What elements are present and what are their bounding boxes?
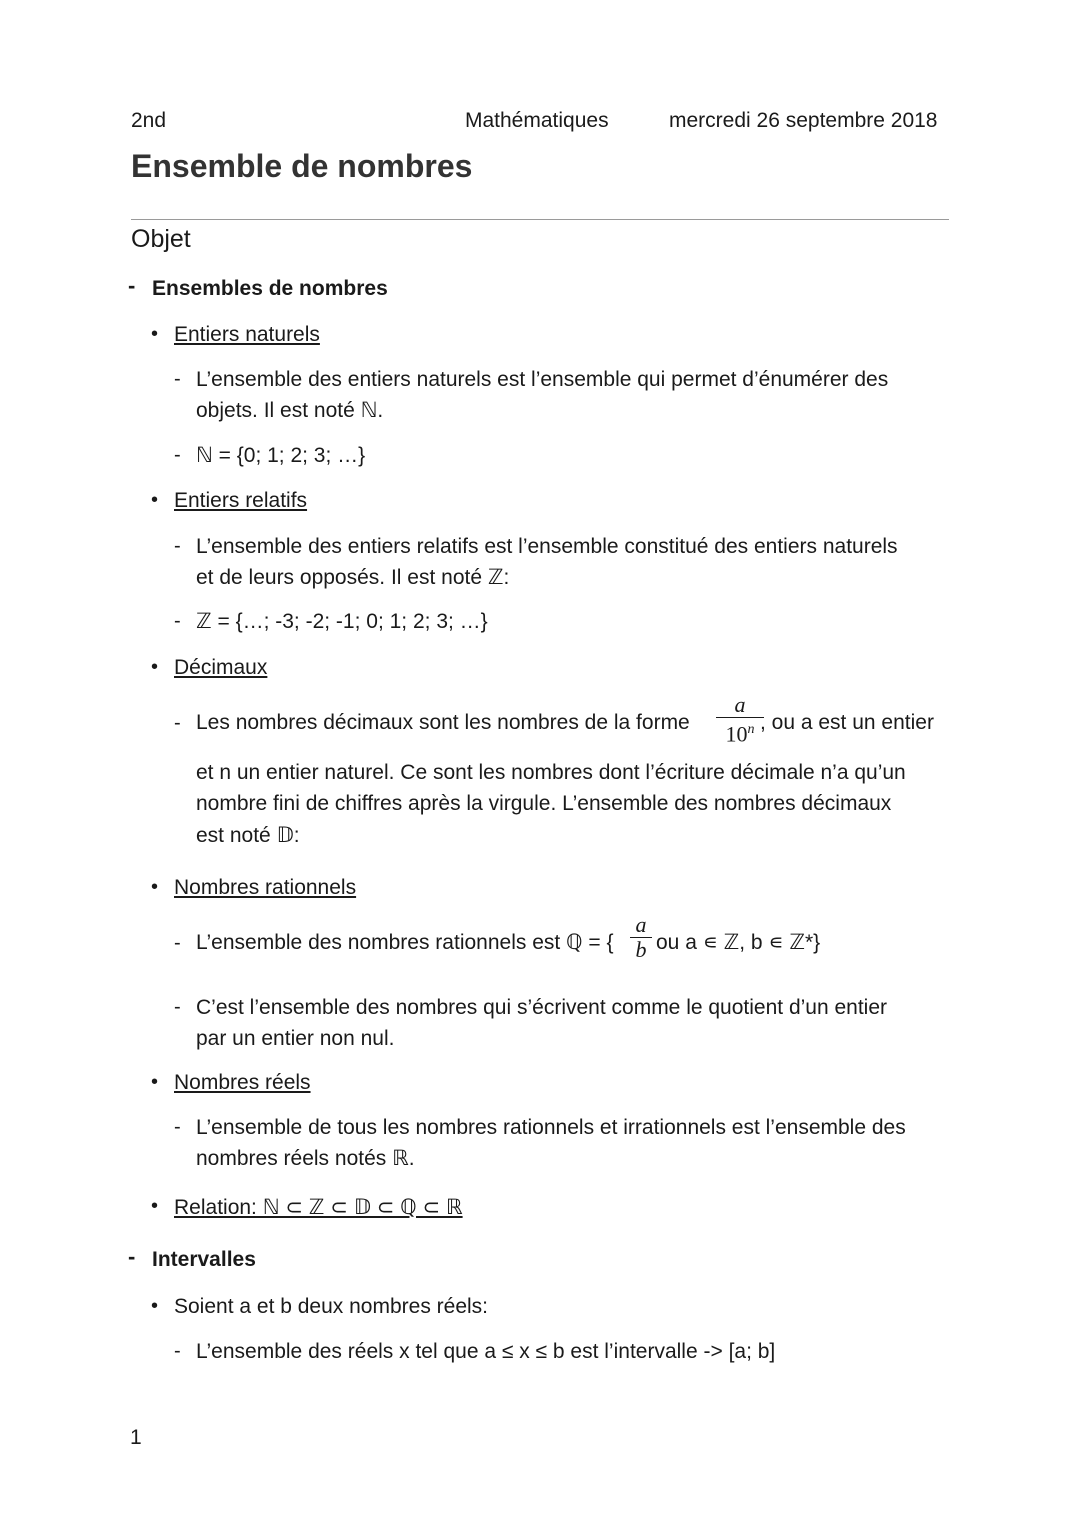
date-label: mercredi 26 septembre 2018: [669, 109, 938, 132]
reels-line1: L’ensemble de tous les nombres rationnels et irrationnels est l’ensemble des: [196, 1116, 906, 1139]
relation-text: Relation: ℕ ⊂ ℤ ⊂ 𝔻 ⊂ ℚ ⊂ ℝ: [174, 1196, 463, 1219]
bullet-icon: •: [151, 656, 159, 678]
subject-label: Mathématiques: [465, 109, 609, 132]
ensembles-heading: Ensembles de nombres: [152, 277, 388, 300]
intervalles-bullet: Soient a et b deux nombres réels:: [174, 1295, 489, 1318]
relatifs-label: Entiers relatifs: [174, 489, 308, 512]
dash-marker: -: [174, 368, 181, 390]
rationnels-line1-before: L’ensemble des nombres rationnels est ℚ = {: [196, 931, 614, 954]
bullet-icon: •: [151, 1295, 159, 1317]
rationnels-line3: par un entier non nul.: [196, 1027, 395, 1050]
rationnels-label: Nombres rationnels: [174, 876, 357, 899]
title-divider: [131, 219, 949, 220]
dash-marker: -: [174, 610, 181, 632]
relatifs-line1: L’ensemble des entiers relatifs est l’ensemble constitué des entiers naturels: [196, 535, 898, 558]
bullet-icon: •: [151, 876, 159, 898]
bullet-icon: •: [151, 1071, 159, 1093]
decimaux-line4: est noté 𝔻:: [196, 824, 300, 847]
dash-marker: -: [128, 273, 136, 298]
dash-marker: -: [174, 444, 181, 466]
dash-marker: -: [174, 996, 181, 1018]
dash-marker: -: [174, 932, 181, 954]
bullet-icon: •: [151, 1195, 159, 1217]
intervalles-line1: L’ensemble des réels x tel que a ≤ x ≤ b est l’intervalle -> [a; b]: [196, 1340, 776, 1363]
section-heading: Objet: [131, 225, 191, 253]
bullet-icon: •: [151, 323, 159, 345]
decimaux-line1-after: , ou a est un entier: [760, 711, 934, 734]
rationnels-line2: C’est l’ensemble des nombres qui s’écrivent comme le quotient d’un entier: [196, 996, 888, 1019]
naturels-label: Entiers naturels: [174, 323, 320, 346]
dash-marker: -: [128, 1244, 136, 1269]
page-title: Ensemble de nombres: [131, 148, 473, 184]
decimaux-line1-before: Les nombres décimaux sont les nombres de la forme: [196, 711, 690, 734]
naturels-line1: L’ensemble des entiers naturels est l’ensemble qui permet d’énumérer des: [196, 368, 889, 391]
fraction-denominator: 10$^n$: [725, 721, 755, 747]
relatifs-line2: et de leurs opposés. Il est noté ℤ:: [196, 566, 510, 589]
fraction-denominator: b: [635, 937, 647, 962]
bullet-icon: •: [151, 489, 159, 511]
dash-marker: -: [174, 712, 181, 734]
decimaux-label: Décimaux: [174, 656, 268, 679]
reels-label: Nombres réels: [174, 1071, 311, 1094]
relatifs-set: ℤ = {…; -3; -2; -1; 0; 1; 2; 3; …}: [196, 610, 488, 633]
decimaux-fraction: [716, 693, 764, 746]
rationnels-line1-after: ou a ∊ ℤ, b ∊ ℤ*}: [656, 931, 821, 954]
naturels-set: ℕ = {0; 1; 2; 3; …}: [196, 444, 366, 467]
rationnels-fraction: [630, 913, 652, 962]
intervalles-heading: Intervalles: [152, 1248, 256, 1271]
dash-marker: -: [174, 1116, 181, 1138]
decimaux-line3: nombre fini de chiffres après la virgule. L’ensemble des nombres décimaux: [196, 792, 892, 815]
fraction-numerator: a: [635, 912, 647, 937]
page-number: 1: [130, 1426, 142, 1449]
decimaux-line2: et n un entier naturel. Ce sont les nombres dont l’écriture décimale n’a qu’un: [196, 761, 906, 784]
dash-marker: -: [174, 1340, 181, 1362]
dash-marker: -: [174, 535, 181, 557]
class-label: 2nd: [131, 109, 167, 132]
reels-line2: nombres réels notés ℝ.: [196, 1147, 415, 1170]
fraction-numerator: a: [734, 692, 746, 717]
naturels-line2: objets. Il est noté ℕ.: [196, 399, 384, 422]
